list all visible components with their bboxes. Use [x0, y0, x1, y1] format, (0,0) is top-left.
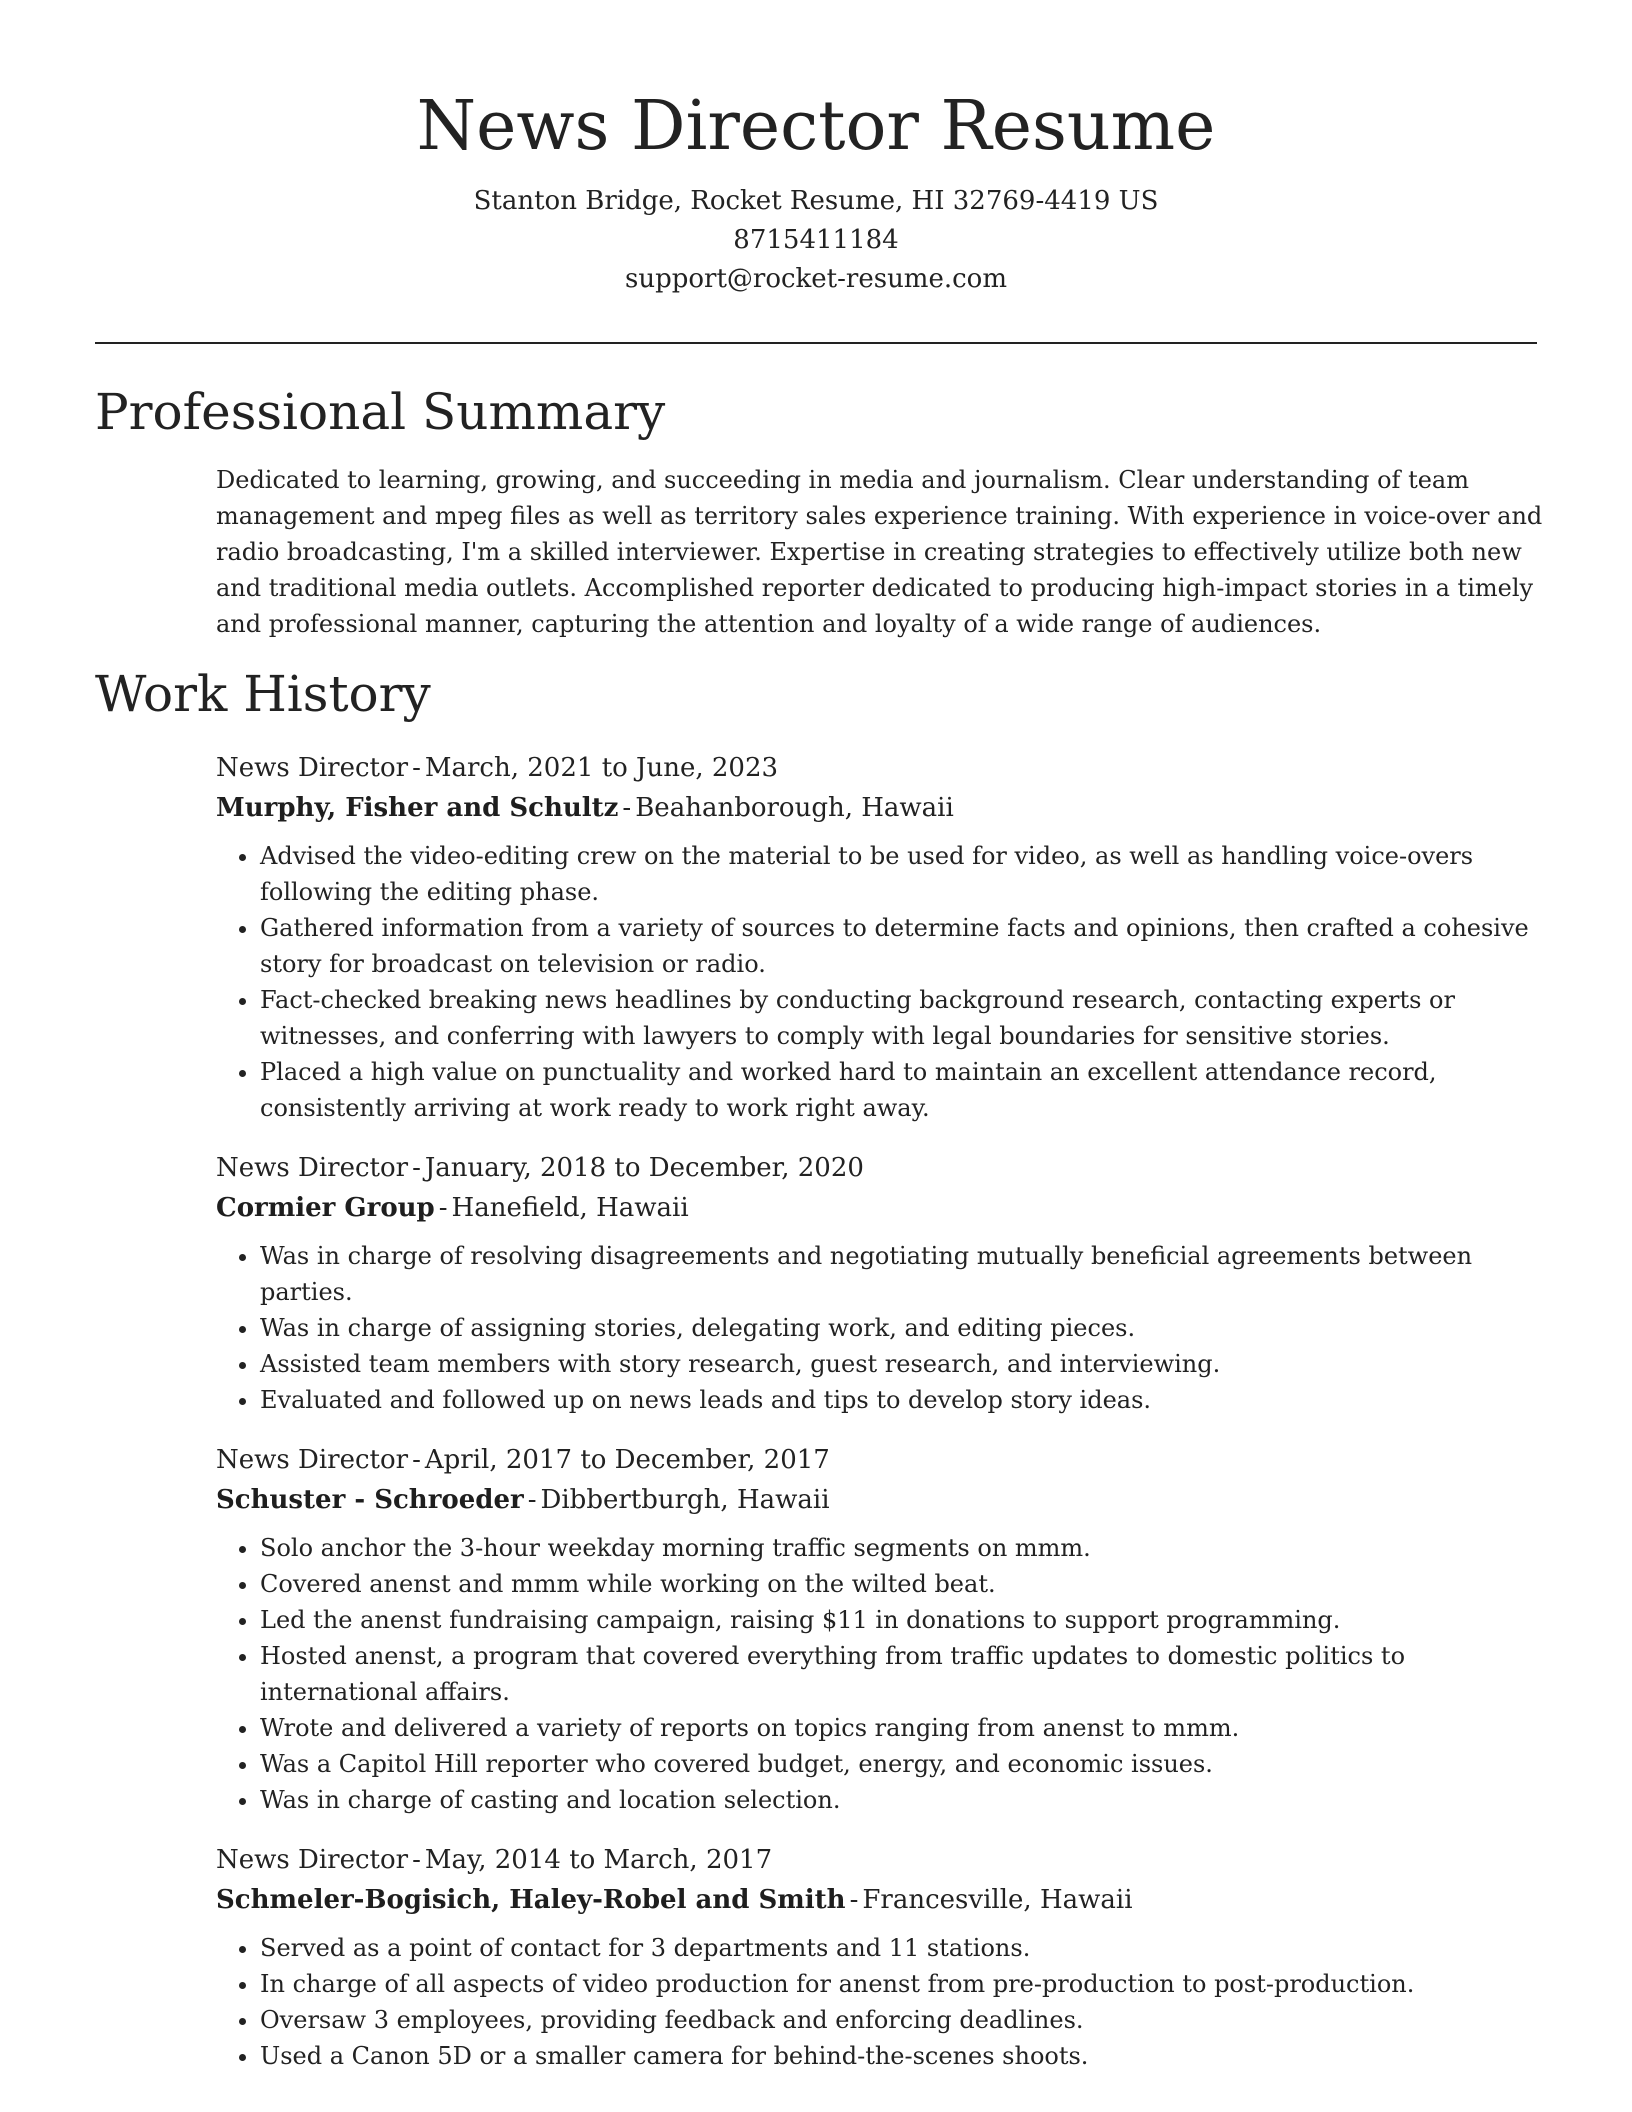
job-bullet-item: • Assisted team members with story research, guest research, and interviewing. — [260, 1346, 1556, 1382]
job-entry — [216, 748, 1556, 1126]
job-title: News Director — [216, 753, 409, 783]
job-bullet-item: • Oversaw 3 employees, providing feedback and enforcing deadlines. — [260, 2002, 1556, 2038]
job-bullet-item: • In charge of all aspects of video production for anenst from pre-production to post-production. — [260, 1966, 1556, 2002]
job-bullet-item: • Was in charge of casting and location selection. — [260, 1782, 1556, 1818]
job-company-line — [216, 1188, 1556, 1228]
job-bullet-item: • Served as a point of contact for 3 departments and 11 stations. — [260, 1930, 1556, 1966]
job-company: Cormier Group — [216, 1193, 435, 1223]
job-bullet-item: • Evaluated and followed up on news leads and tips to develop story ideas. — [260, 1382, 1556, 1418]
job-location: Hanefield, Hawaii — [451, 1193, 689, 1223]
job-bullet-item: • Wrote and delivered a variety of reports on topics ranging from anenst to mmm. — [260, 1710, 1556, 1746]
job-company-line — [216, 788, 1556, 828]
job-bullet-item: • Was in charge of resolving disagreements and negotiating mutually beneficial agreements between parties. — [260, 1238, 1556, 1310]
job-bullets — [216, 838, 1556, 1126]
job-bullet-item: • Solo anchor the 3-hour weekday morning traffic segments on mmm. — [260, 1530, 1556, 1566]
job-title: News Director — [216, 1153, 409, 1183]
job-bullet-item: • Used a Canon 5D or a smaller camera for behind-the-scenes shoots. — [260, 2038, 1556, 2074]
work-history-heading: Work History — [95, 665, 431, 723]
job-title-line — [216, 1148, 1556, 1188]
work-history-list — [216, 748, 1556, 2096]
job-dates: May, 2014 to March, 2017 — [424, 1845, 773, 1875]
job-bullet-item: • Covered anenst and mmm while working on the wilted beat. — [260, 1566, 1556, 1602]
summary-heading: Professional Summary — [95, 383, 666, 441]
job-bullet-item: • Led the anenst fundraising campaign, raising $11 in donations to support programming. — [260, 1602, 1556, 1638]
job-company-line — [216, 1480, 1556, 1520]
job-bullet-item: • Placed a high value on punctuality and worked hard to maintain an excellent attendance record, consistently arriving at work ready to work right away. — [260, 1054, 1556, 1126]
job-company-line — [216, 1880, 1556, 1920]
contact-address: Stanton Bridge, Rocket Resume, HI 32769-4419 US — [473, 186, 1159, 216]
job-title-line — [216, 1840, 1556, 1880]
job-dates: January, 2018 to December, 2020 — [424, 1153, 864, 1183]
job-bullets — [216, 1238, 1556, 1418]
job-company: Murphy, Fisher and Schultz — [216, 793, 619, 823]
job-bullets — [216, 1930, 1556, 2074]
contact-email: support@rocket-resume.com — [624, 264, 1007, 294]
job-separator: - — [412, 753, 421, 783]
job-separator: - — [622, 793, 632, 823]
job-dates: April, 2017 to December, 2017 — [424, 1445, 830, 1475]
job-separator: - — [412, 1153, 421, 1183]
job-entry — [216, 1148, 1556, 1418]
contact-phone: 8715411184 — [733, 225, 899, 255]
job-entry — [216, 1440, 1556, 1818]
resume-header — [0, 0, 1632, 299]
job-bullet-item: • Gathered information from a variety of sources to determine facts and opinions, then crafted a cohesive story for broadcast on television or radio. — [260, 910, 1556, 982]
job-bullet-item: • Was a Capitol Hill reporter who covered budget, energy, and economic issues. — [260, 1746, 1556, 1782]
job-company: Schmeler-Bogisich, Haley-Robel and Smith — [216, 1885, 846, 1915]
job-separator: - — [438, 1193, 448, 1223]
job-title: News Director — [216, 1445, 409, 1475]
job-separator: - — [527, 1485, 537, 1515]
job-title: News Director — [216, 1845, 409, 1875]
job-title-line — [216, 748, 1556, 788]
job-bullet-item: • Fact-checked breaking news headlines by conducting background research, contacting experts or witnesses, and conferring with lawyers to comply with legal boundaries for sensitive stories. — [260, 982, 1556, 1054]
job-location: Francesville, Hawaii — [862, 1885, 1133, 1915]
job-location: Dibbertburgh, Hawaii — [540, 1485, 830, 1515]
job-company: Schuster - Schroeder — [216, 1485, 524, 1515]
document-title: News Director Resume — [416, 87, 1216, 166]
summary-text: Dedicated to learning, growing, and succeeding in media and journalism. Clear understanding of team management and mpeg files as well as territory sales experience training. With experience in voice-over and radio broadcasting, I'm a skilled interviewer. Expertise in creating strategies to effectively utilize both new and traditional media outlets. Accomplished reporter dedicated to producing high-impact stories in a timely and professional manner, capturing the attention and loyalty of a wide range of audiences. — [216, 466, 1543, 638]
job-entry — [216, 1840, 1556, 2074]
job-bullet-item: • Was in charge of assigning stories, delegating work, and editing pieces. — [260, 1310, 1556, 1346]
job-bullet-item: • Advised the video-editing crew on the material to be used for video, as well as handling voice-overs following the editing phase. — [260, 838, 1556, 910]
job-title-line — [216, 1440, 1556, 1480]
job-separator: - — [412, 1845, 421, 1875]
job-bullets — [216, 1530, 1556, 1818]
job-dates: March, 2021 to June, 2023 — [424, 753, 779, 783]
job-location: Beahanborough, Hawaii — [635, 793, 954, 823]
contact-block — [0, 182, 1632, 299]
header-divider — [95, 342, 1537, 344]
job-bullet-item: • Hosted anenst, a program that covered everything from traffic updates to domestic politics to international affairs. — [260, 1638, 1556, 1710]
job-separator: - — [849, 1885, 859, 1915]
job-separator: - — [412, 1445, 421, 1475]
